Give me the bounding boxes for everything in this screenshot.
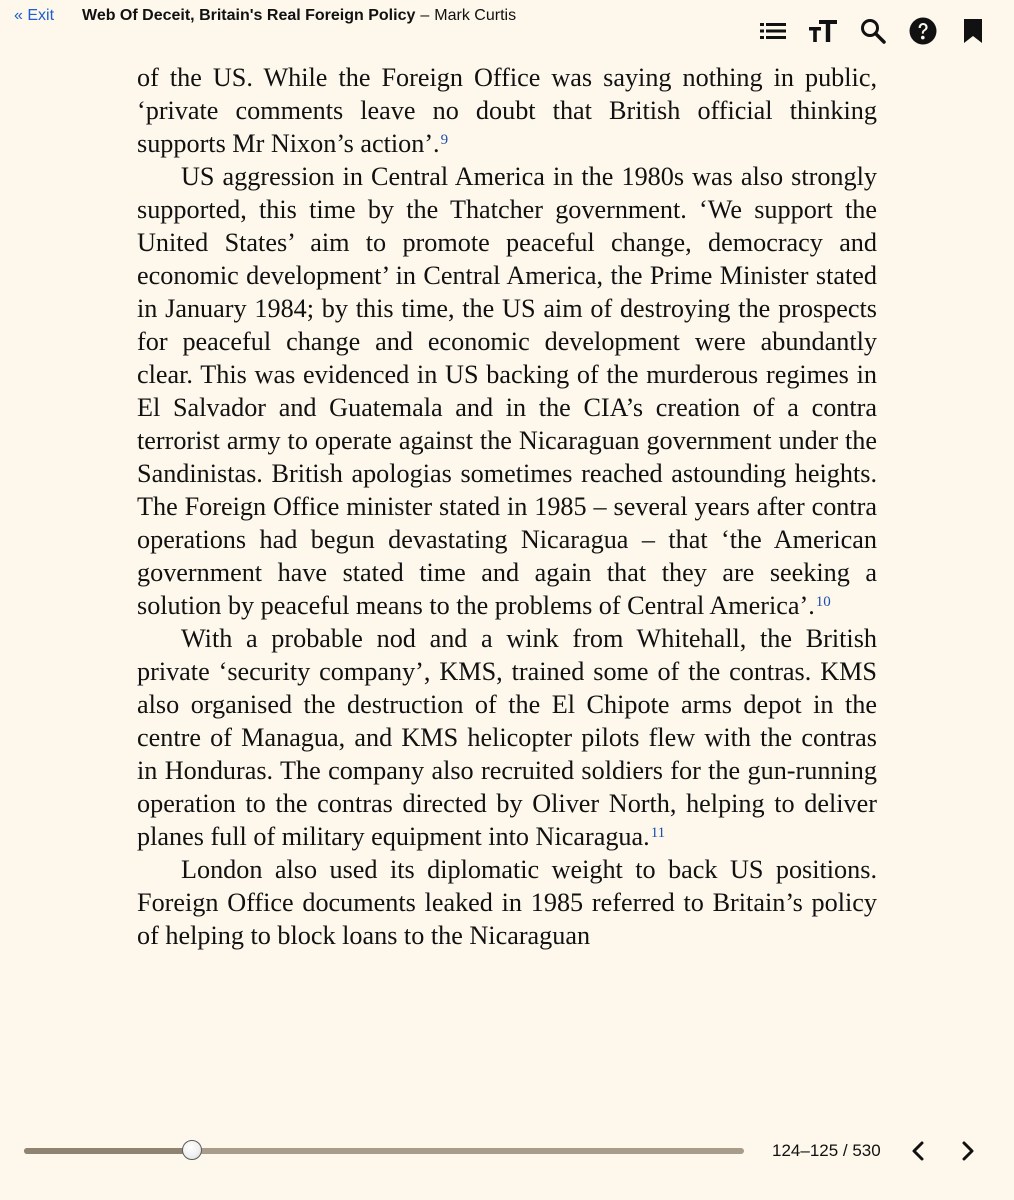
footnote-link[interactable]: 9 [440,132,449,148]
footnote-link[interactable]: 11 [650,825,666,841]
text-size-icon[interactable] [808,16,838,46]
next-page-button[interactable] [956,1139,980,1163]
paragraph [137,160,877,622]
slider-thumb[interactable] [182,1140,202,1160]
search-icon[interactable] [858,16,888,46]
bottom-navigation-bar [0,1125,1014,1175]
paragraph-text: of the US. While the Foreign Office was saying nothing in public, ‘private comments leave no doubt that British official thinking supports Mr Nixon’s action’. [137,63,877,158]
paragraph [137,61,877,160]
page-progress-slider[interactable] [24,1148,744,1154]
exit-button[interactable]: « Exit [14,7,55,24]
top-toolbar [0,0,1014,60]
toolbar-icons [738,16,988,46]
book-author: Mark Curtis [434,7,517,24]
previous-page-button[interactable] [906,1139,930,1163]
chevron-right-icon [961,1141,975,1161]
paragraph [137,622,877,853]
help-icon[interactable] [908,16,938,46]
footnote-link[interactable]: 10 [815,594,831,610]
book-page-text [137,61,877,952]
book-title-bar [82,7,516,25]
progress-fill [24,1148,192,1154]
paragraph-text: US aggression in Central America in the 1980s was also strongly supported, this time by the Thatcher government. ‘We support the United States’ aim to promote peaceful change, democracy and economic development’ in Central America, the Prime Minister stated in January 1984; by this time, the US aim of destroying the prospects for peaceful change and economic development were abundantly clear. This was evidenced in US backing of the murderous regimes in El Salvador and Guatemala and in the CIA’s creation of a contra terrorist army to operate against the Nicaraguan government under the Sandinistas. British apologias sometimes reached astounding heights. The Foreign Office minister stated in 1985 – several years after contra operations had begun devastating Nicaragua – that ‘the American government have stated time and again that they are seeking a solution by peaceful means to the problems of Central America’. [137,162,877,620]
paragraph-text: With a probable nod and a wink from Whitehall, the British private ‘security company’, KMS, trained some of the contras. KMS also organised the destruction of the El Chipote arms depot in the centre of Managua, and KMS helicopter pilots flew with the contras in Honduras. The company also recruited soldiers for the gun-running operation to the contras directed by Oliver North, helping to deliver planes full of military equipment into Nicaragua. [137,624,877,851]
paragraph [137,853,877,952]
page-counter: 124–125 / 530 [772,1141,881,1160]
book-title: Web Of Deceit, Britain's Real Foreign Policy [82,7,416,24]
chevron-left-icon [911,1141,925,1161]
paragraph-text: London also used its diplomatic weight to back US positions. Foreign Office documents leaked in 1985 referred to Britain’s policy of helping to block loans to the Nicaraguan [137,855,877,950]
table-of-contents-icon[interactable] [758,16,788,46]
bookmark-icon[interactable] [958,16,988,46]
title-separator: – [420,7,430,24]
